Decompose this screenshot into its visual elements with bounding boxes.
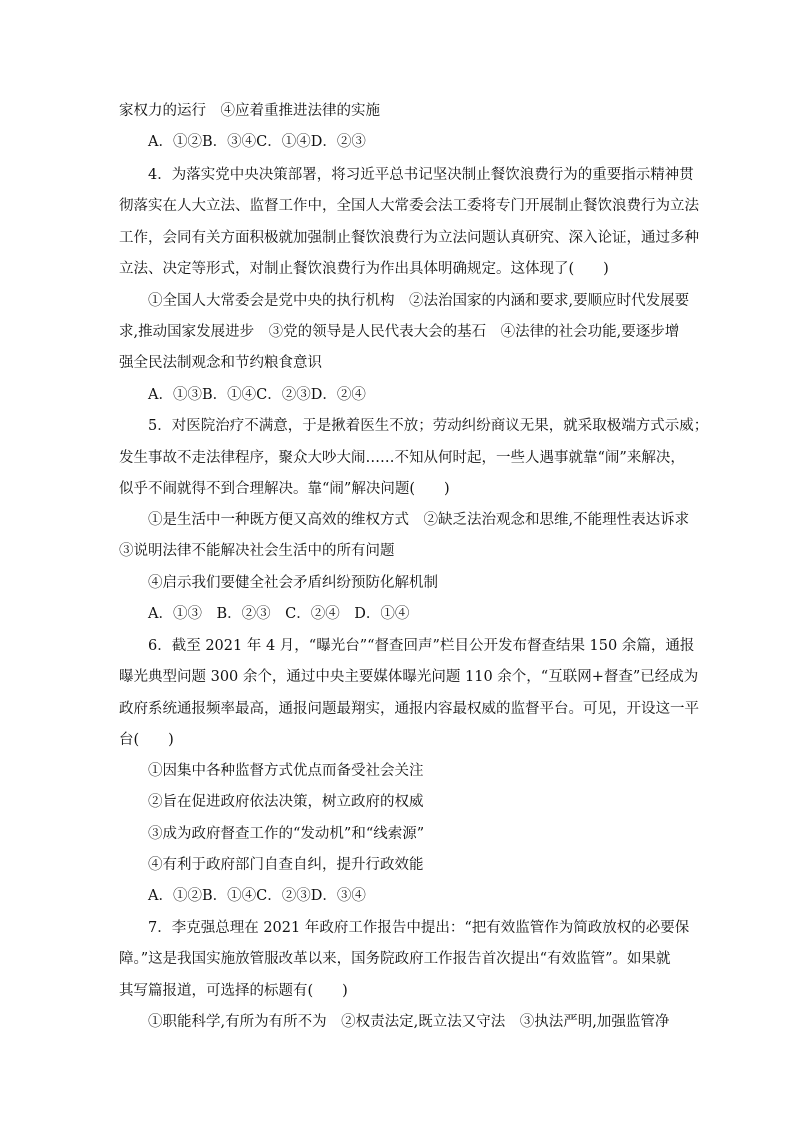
text-line: 障。”这是我国实施放管服改革以来，国务院政府工作报告首次提出“有效监管”。如果就 bbox=[119, 951, 671, 967]
text-line: 求,推动国家发展进步 ③党的领导是人民代表大会的基石 ④法律的社会功能,要逐步增 bbox=[119, 324, 680, 340]
question-6-statement: ②旨在促进政府依法决策，树立政府的权威 bbox=[148, 794, 424, 810]
question-6-stem: 6．截至 2021 年 4 月，“曝光台”“督查回声”栏目公开发布督查结果 150 余篇，通报 bbox=[148, 638, 695, 654]
text-line: 立法、决定等形式，对制止餐饮浪费行为作出具体明确规定。这体现了( ) bbox=[119, 261, 609, 277]
text-line: 强全民法制观念和节约粮食意识 bbox=[119, 355, 322, 371]
answer-options-q6: A．①②B．①④C．②③D．③④ bbox=[148, 888, 366, 904]
question-4-statements: ①全国人大常委会是党中央的执行机构 ②法治国家的内涵和要求,要顺应时代发展要 bbox=[148, 293, 690, 309]
text-line: 彻落实在人大立法、监督工作中，全国人大常委会法工委将专门开展制止餐饮浪费行为立法 bbox=[119, 198, 699, 214]
text-line: 政府系统通报频率最高，通报问题最翔实，通报内容最权威的监督平台。可见，开设这一平 bbox=[119, 701, 699, 717]
text-line: 台( ) bbox=[119, 732, 174, 748]
question-7-statements: ①职能科学,有所为有所不为 ②权责法定,既立法又守法 ③执法严明,加强监管净 bbox=[148, 1014, 670, 1030]
question-6-statement: ①因集中各种监督方式优点而备受社会关注 bbox=[148, 763, 424, 779]
text-line: 似乎不闹就得不到合理解决。靠“闹”解决问题( ) bbox=[119, 481, 450, 497]
question-5-stem: 5．对医院治疗不满意，于是揪着医生不放；劳动纠纷商议无果，就采取极端方式示威； bbox=[148, 418, 709, 434]
question-5-statement: ④启示我们要健全社会矛盾纠纷预防化解机制 bbox=[148, 575, 438, 591]
text-line: 曝光典型问题 300 余个，通过中央主要媒体曝光问题 110 余个，“互联网+督查”已经成为 bbox=[119, 669, 699, 685]
answer-options-q4: A．①③B．①④C．②③D．②④ bbox=[148, 387, 366, 403]
question-5-statement: ③说明法律不能解决社会生活中的所有问题 bbox=[119, 543, 395, 559]
answer-options-q3: A．①②B．③④C．①④D．②③ bbox=[148, 134, 366, 150]
answer-options-q5: A．①③ B．②③ C．②④ D．①④ bbox=[148, 606, 410, 622]
question-7-stem: 7．李克强总理在 2021 年政府工作报告中提出：“把有效监管作为简政放权的必要保 bbox=[148, 920, 690, 936]
question-6-statement: ③成为政府督查工作的“发动机”和“线索源” bbox=[148, 826, 425, 842]
question-5-statement: ①是生活中一种既方便又高效的维权方式 ②缺乏法治观念和思维,不能理性表达诉求 bbox=[148, 512, 690, 528]
text-line: 发生事故不走法律程序，聚众大吵大闹……不知从何时起，一些人遇事就靠“闹”来解决， bbox=[119, 450, 685, 466]
question-6-statement: ④有利于政府部门自查自纠，提升行政效能 bbox=[148, 857, 424, 873]
text-line: 家权力的运行 ④应着重推进法律的实施 bbox=[119, 103, 380, 119]
text-line: 工作，会同有关方面积极就加强制止餐饮浪费行为立法问题认真研究、深入论证，通过多种 bbox=[119, 230, 699, 246]
text-line: 其写篇报道，可选择的标题有( ) bbox=[119, 983, 348, 999]
question-4-stem: 4．为落实党中央决策部署，将习近平总书记坚决制止餐饮浪费行为的重要指示精神贯 bbox=[148, 167, 694, 183]
